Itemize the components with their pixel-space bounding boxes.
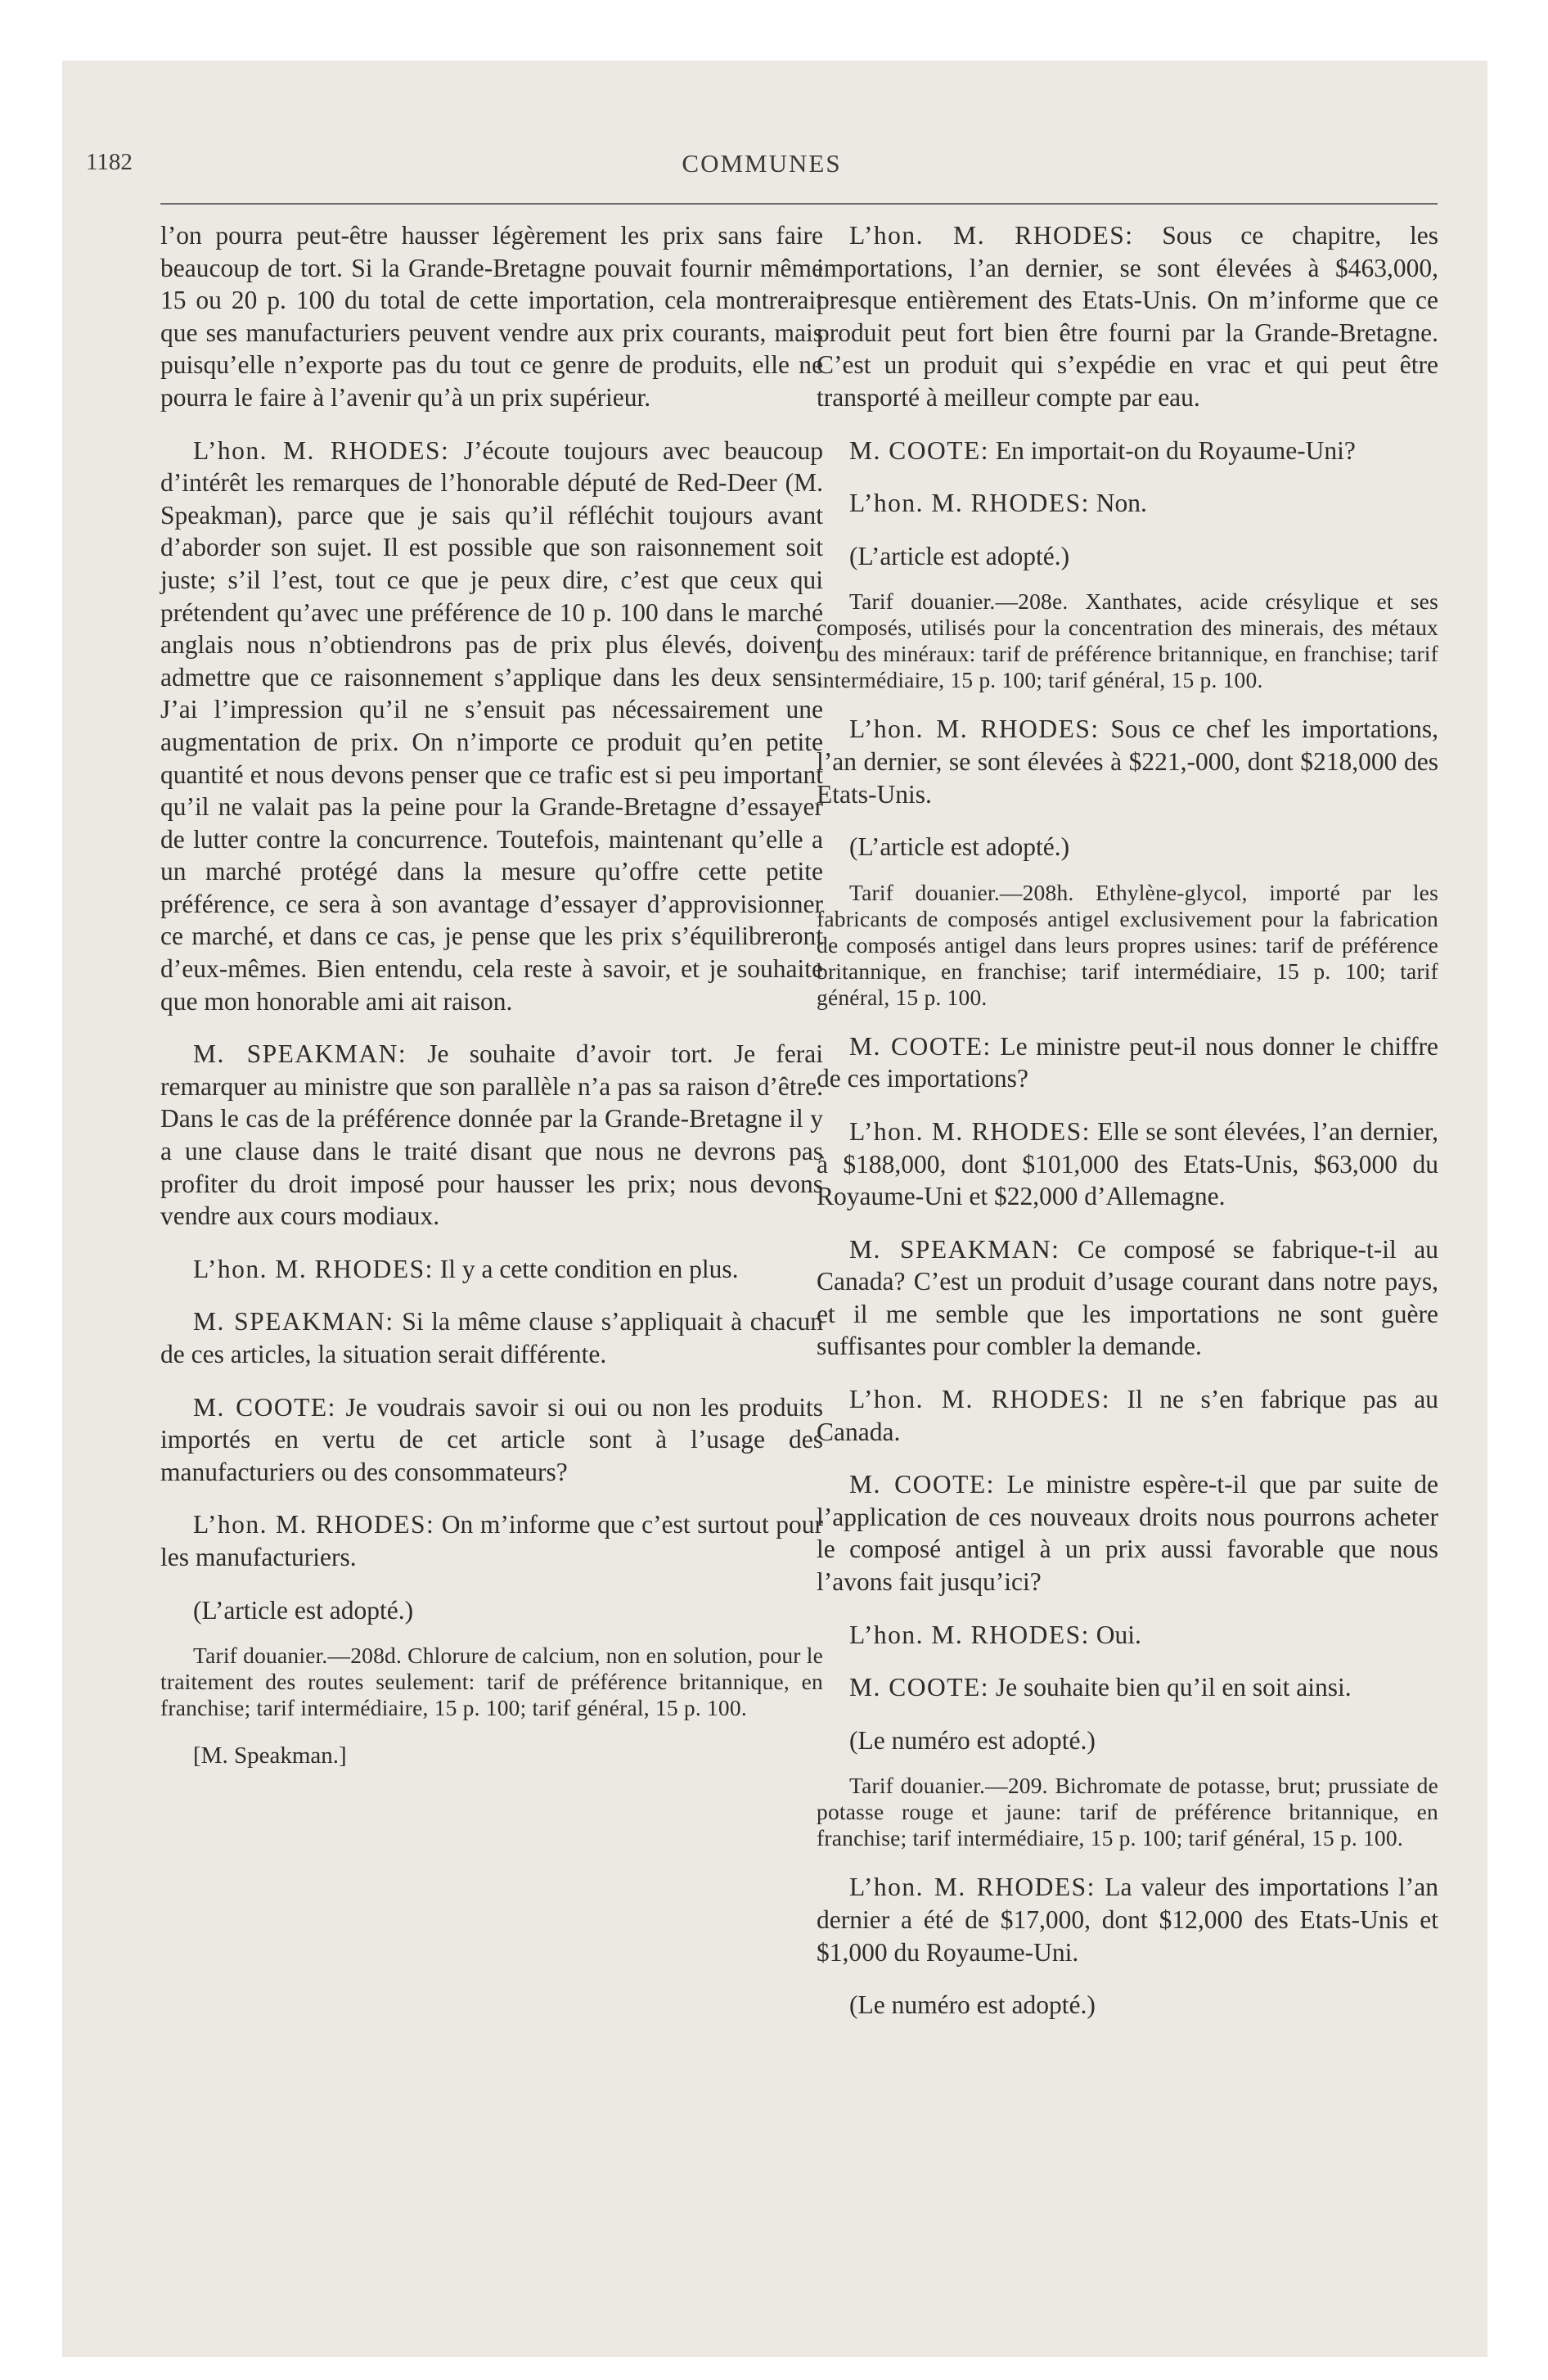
speech-text: Non. [1089,489,1147,518]
speech-text: Sous ce chef les importations, l’an dernier, se sont élevées à $221,-000, dont $218,000 des Etats-Unis. [817,714,1438,809]
speech-text: On m’informe que c’est surtout pour les manufacturiers. [160,1510,824,1571]
header-rule [160,203,1438,205]
speaker-name: L’hon. M. RHODES: [849,714,1100,744]
tariff-item: Tarif douanier.—209. Bichromate de potasse, brut; prussiate de potasse rouge et jaune: tarif de préférence britannique, en franchise; tarif intermédiaire, 15 p. 100; tarif général, 15 p. 100. [817,1773,1438,1851]
speech-paragraph [817,1468,1438,1598]
speech-text: Je voudrais savoir si oui ou non les produits importés en vertu de cet article sont à l’usage des manufacturiers ou des consommateurs? [160,1392,824,1486]
speaker-name: L’hon. M. RHODES: [849,221,1134,250]
adoption-note: (Le numéro est adopté.) [849,1725,1096,1755]
speech-text: l’on pourra peut-être hausser légèrement les prix sans faire beaucoup de tort. Si la Grande-Bretagne pouvait fournir même 15 ou 20 p. 100 du total de cette importation, cela montrerait que ses manufacturiers peuvent vendre aux prix courants, mais puisqu’elle n’exporte pas du tout ce genre de produits, elle ne pourra le faire à l’avenir qu’à un prix supérieur. [160,221,823,412]
speech-paragraph [160,1038,823,1233]
speech-text: Il y a cette condition en plus. [433,1254,739,1283]
speech-paragraph [817,1619,1438,1652]
speech-paragraph [160,435,823,1018]
right-column [817,219,1438,2038]
speech-paragraph [160,219,823,414]
speaker-name: L’hon. M. RHODES: [193,1254,434,1283]
speech-paragraph [817,1116,1438,1213]
running-head: COMMUNES [682,149,842,178]
speaker-name: M. SPEAKMAN: [193,1307,394,1336]
speech-paragraph [817,1233,1438,1363]
speaker-name: L’hon. M. RHODES: [849,489,1090,518]
tariff-item: Tarif douanier.—208e. Xanthates, acide crésylique et ses composés, utilisés pour la concentration des minerais, des métaux ou des minéraux: tarif de préférence britannique, en franchise; tarif intermédiaire, 15 p. 100; tarif général, 15 p. 100. [817,588,1438,693]
speech-text: En importait-on du Royaume-Uni? [989,435,1356,465]
speech-paragraph [817,435,1438,467]
speech-text: Je souhaite d’avoir tort. Je ferai remarquer au ministre que son parallèle n’a pas sa raison d’être. Dans le cas de la préférence donnée par la Grande-Bretagne il y a une clause dans le traité disant que nous ne devrons pas profiter du droit imposé pour hausser les prix; nous devons vendre aux cours modiaux. [160,1039,823,1231]
speech-text: Le ministre espère-t-il que par suite de l’application de ces nouveaux droits nous pourrons acheter le composé antigel à un prix aussi favorable que nous l’avons fait jusqu’ici? [817,1470,1439,1597]
speaker-name: M. COOTE: [849,1673,989,1702]
speech-paragraph [817,1030,1438,1095]
adoption-note: (L’article est adopté.) [849,832,1070,862]
speaker-name: M. COOTE: [193,1392,336,1422]
speaker-name: M. SPEAKMAN: [849,1234,1060,1264]
speech-paragraph [817,487,1438,520]
speaker-name: L’hon. M. RHODES: [849,1385,1111,1414]
speech-paragraph [160,1391,823,1489]
adoption-note: (L’article est adopté.) [849,541,1070,570]
speech-text: Si la même clause s’appliquait à chacun de ces articles, la situation serait différente. [160,1307,823,1368]
speech-paragraph [817,713,1438,810]
speech-text: Oui. [1089,1620,1141,1649]
speaker-name: L’hon. M. RHODES: [849,1873,1096,1902]
speaker-name: L’hon. M. RHODES: [849,1620,1090,1649]
speaker-reference: [M. Speakman.] [193,1742,347,1769]
speaker-name: M. SPEAKMAN: [193,1039,407,1069]
speech-paragraph [160,1253,823,1286]
speech-text: Sous ce chapitre, les importations, l’an dernier, se sont élevées à $463,000, presque entièrement des Etats-Unis. On m’informe que ce produit peut fort bien être fourni par la Grande-Bretagne. C’est un produit qui s’expédie en vrac et qui peut être transporté à meilleur compte par eau. [817,221,1438,412]
speech-text: La valeur des importations l’an dernier a été de $17,000, dont $12,000 des Etats-Unis et $1,000 du Royaume-Uni. [817,1873,1438,1967]
speech-text: Ce composé se fabrique-t-il au Canada? C’est un produit d’usage courant dans notre pays, et il me semble que les importations ne sont guère suffisantes pour combler la demande. [817,1234,1438,1361]
speaker-name: M. COOTE: [849,1470,995,1499]
speech-paragraph [817,1671,1438,1704]
speech-text: Il ne s’en fabrique pas au Canada. [817,1385,1438,1446]
tariff-item: Tarif douanier.—208h. Ethylène-glycol, importé par les fabricants de composés antigel exclusivement pour la fabrication de composés antigel dans leurs propres usines: tarif de préférence britannique, en franchise; tarif intermédiaire, 15 p. 100; tarif général, 15 p. 100. [817,879,1438,1010]
speech-paragraph [160,1305,823,1370]
adoption-note: (L’article est adopté.) [193,1595,414,1625]
adoption-note: (Le numéro est adopté.) [849,1990,1096,2020]
speaker-name: M. COOTE: [849,435,989,465]
speaker-name: L’hon. M. RHODES: [849,1116,1091,1146]
page-number: 1182 [86,149,133,175]
tariff-item: Tarif douanier.—208d. Chlorure de calcium, non en solution, pour le traitement des routes seulement: tarif de préférence britannique, en franchise; tarif intermédiaire, 15 p. 100; tarif général, 15 p. 100. [160,1643,823,1721]
speech-text: J’écoute toujours avec beaucoup d’intérêt les remarques de l’honorable député de Red-Deer (M. Speakman), parce que je sais qu’il réfléchit toujours avant d’aborder son sujet. Il est possible que son raisonnement soit juste; s’il l’est, tout ce que je peux dire, c’est que ceux qui prétendent qu’avec une préférence de 10 p. 100 dans le marché anglais nous n’obtiendrons pas de prix plus élevés, doivent admettre que ce raisonnement s’applique dans les deux sens. J’ai l’impression qu’il ne s’ensuit pas nécessairement une augmentation de prix. On n’importe ce produit qu’en petite quantité et nous devons penser que ce trafic est si peu important qu’il ne valait pas la peine pour la Grande-Bretagne d’essayer de lutter contre la concurrence. Toutefois, maintenant qu’elle a un marché protégé dans la mesure qu’offre cette petite préférence, ce sera à son avantage d’essayer d’approvisionner ce marché, et dans ce cas, je pense que les prix s’équilibreront d’eux-mêmes. Bien entendu, cela reste à savoir, et je souhaite que mon honorable ami ait raison. [160,435,823,1016]
left-column [160,219,823,1770]
speech-paragraph [160,1508,823,1573]
speech-paragraph [817,1871,1438,1968]
page-header [86,149,1438,198]
speaker-name: M. COOTE: [849,1031,992,1061]
speaker-name: L’hon. M. RHODES: [193,1510,435,1539]
speech-text: Elle se sont élevées, l’an dernier, à $188,000, dont $101,000 des Etats-Unis, $63,000 du Royaume-Uni et $22,000 d’Allemagne. [817,1116,1438,1211]
speech-text: Je souhaite bien qu’il en soit ainsi. [989,1673,1352,1702]
speech-paragraph [817,219,1438,414]
speech-paragraph [817,1383,1438,1448]
speaker-name: L’hon. M. RHODES: [193,435,450,465]
speech-text: Le ministre peut-il nous donner le chiffre de ces importations? [817,1031,1438,1093]
